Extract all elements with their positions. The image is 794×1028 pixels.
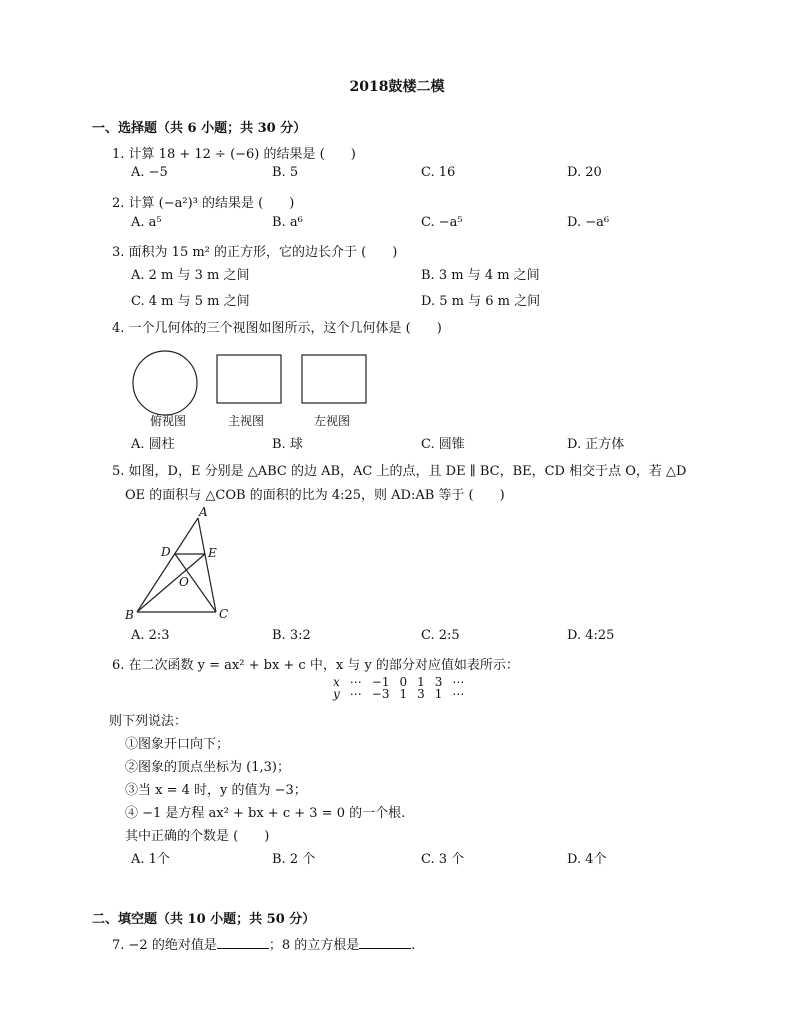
question-4-stem: 4. 一个几何体的三个视图如图所示，这个几何体是 ( ) [112, 321, 442, 336]
q7-blank-2[interactable] [359, 936, 411, 949]
q1-option-c: C. 16 [421, 165, 456, 180]
side-ab [137, 518, 198, 612]
table-cell: ⋯ [349, 675, 362, 689]
table-cell: ⋯ [349, 687, 362, 701]
q3-option-a: A. 2 m 与 3 m 之间 [131, 268, 250, 283]
q1-option-a: A. −5 [131, 165, 168, 180]
table-cell: 0 [399, 675, 408, 689]
question-5-stem-line-1: 5. 如图，D，E 分别是 △ABC 的边 AB，AC 上的点，且 DE ∥ BC，BE，CD 相交于点 O，若 △D [112, 464, 687, 479]
q6-statement-3: ③当 x = 4 时，y 的值为 −3； [125, 783, 307, 798]
section-heading-fill: 二、填空题（共 10 小题；共 50 分） [92, 912, 316, 927]
q3-option-d: D. 5 m 与 6 m 之间 [421, 294, 541, 309]
table-cell: −3 [371, 687, 390, 701]
q4-option-a: A. 圆柱 [131, 437, 175, 452]
table-cell: 1 [434, 687, 443, 701]
table-x-label: x [333, 675, 340, 689]
q7-text-2: ；8 的立方根是 [268, 938, 360, 953]
q3-option-b: B. 3 m 与 4 m 之间 [421, 268, 540, 283]
question-5-stem-line-2: OE 的面积与 △COB 的面积的比为 4:25，则 AD:AB 等于 ( ) [125, 488, 505, 503]
table-cell: −1 [371, 675, 390, 689]
q7-text-3: . [411, 938, 416, 953]
point-label-o: O [179, 575, 189, 589]
point-label-d: D [161, 545, 171, 559]
q6-ask: 其中正确的个数是 ( ) [125, 829, 270, 844]
q6-option-d: D. 4个 [567, 852, 607, 867]
table-cell: 1 [399, 687, 408, 701]
point-label-c: C [219, 607, 229, 621]
q4-option-c: C. 圆锥 [421, 437, 465, 452]
table-cell: 3 [434, 675, 443, 689]
question-7 [112, 934, 415, 953]
side-view-label: 左视图 [314, 414, 351, 428]
q6-option-b: B. 2 个 [272, 852, 316, 867]
q6-statement-1: ①图象开口向下； [125, 737, 230, 752]
q7-text-1: 7. −2 的绝对值是 [112, 938, 217, 953]
point-label-b: B [125, 608, 134, 622]
front-view-rectangle [217, 355, 281, 403]
q1-option-d: D. 20 [567, 165, 602, 180]
point-label-a: A [199, 505, 208, 519]
question-2-stem: 2. 计算 (−a²)³ 的结果是 ( ) [112, 196, 295, 211]
table-cell: 3 [417, 687, 425, 701]
q7-blank-1[interactable] [217, 936, 269, 949]
q5-option-a: A. 2:3 [131, 628, 170, 643]
question-1-stem: 1. 计算 18 + 12 ÷ (−6) 的结果是 ( ) [112, 147, 356, 162]
triangle-figure [118, 504, 248, 624]
question-3-stem: 3. 面积为 15 m² 的正方形，它的边长介于 ( ) [112, 245, 398, 260]
q2-option-b: B. a⁶ [272, 215, 303, 230]
q6-option-a: A. 1个 [131, 852, 170, 867]
q2-option-d: D. −a⁶ [567, 215, 610, 230]
q5-option-d: D. 4:25 [567, 628, 615, 643]
question-6-stem: 6. 在二次函数 y = ax² + bx + c 中，x 与 y 的部分对应值如表所示： [112, 658, 519, 673]
q4-option-d: D. 正方体 [567, 437, 625, 452]
top-view-circle [133, 351, 197, 415]
page-title: 2018鼓楼二模 [349, 79, 445, 95]
q6-intro: 则下列说法： [109, 714, 188, 729]
q5-option-c: C. 2:5 [421, 628, 460, 643]
side-view-rectangle [302, 355, 366, 403]
q4-option-b: B. 球 [272, 437, 303, 452]
table-cell: 1 [417, 675, 425, 689]
q2-option-a: A. a⁵ [131, 215, 162, 230]
q1-option-b: B. 5 [272, 165, 299, 180]
table-row-y [328, 688, 469, 700]
q2-option-c: C. −a⁵ [421, 215, 463, 230]
q6-statement-4: ④ −1 是方程 ax² + bx + c + 3 = 0 的一个根. [125, 806, 406, 821]
point-label-e: E [208, 546, 217, 560]
q6-statement-2: ②图象的顶点坐标为 (1,3)； [125, 760, 290, 775]
q6-option-c: C. 3 个 [421, 852, 465, 867]
table-y-label: y [333, 687, 340, 701]
value-table [328, 676, 469, 700]
front-view-label: 主视图 [228, 414, 265, 428]
table-cell: ⋯ [452, 675, 465, 689]
section-heading-choice: 一、选择题（共 6 小题；共 30 分） [92, 121, 307, 136]
top-view-label: 俯视图 [150, 414, 187, 428]
q3-option-c: C. 4 m 与 5 m 之间 [131, 294, 250, 309]
q5-option-b: B. 3:2 [272, 628, 311, 643]
side-ac [198, 518, 216, 612]
table-cell: ⋯ [452, 687, 465, 701]
